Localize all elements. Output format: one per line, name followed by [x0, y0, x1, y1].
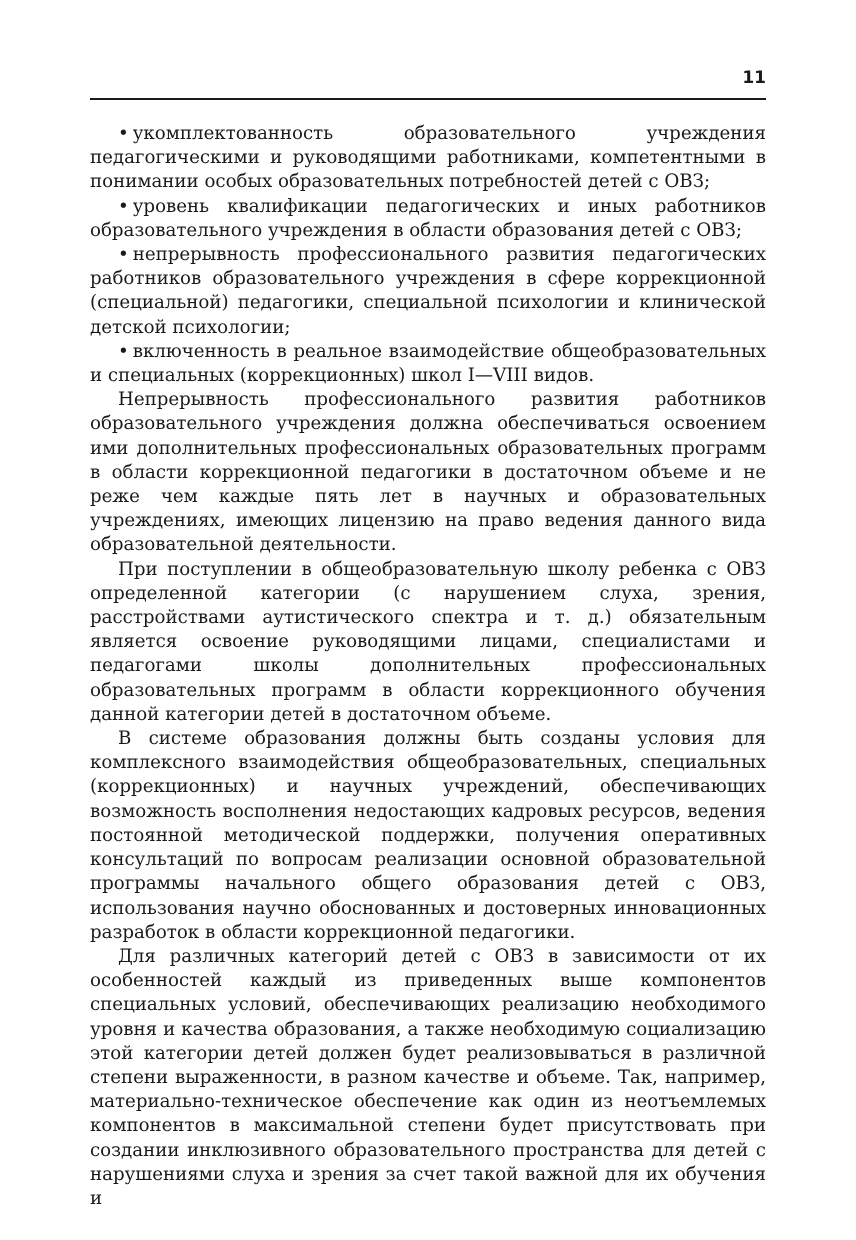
header-rule: [90, 98, 766, 100]
page-body: [90, 122, 766, 1211]
bullet-text: включенность в реальное взаимодействие общеобразовательных и специальных (коррекционных) школ I—VIII видов.: [90, 340, 766, 387]
bullet-text: укомплектованность образовательного учреждения педагогическими и руководящими работниками, компетентными в понимании особых образовательных потребностей детей с ОВЗ;: [90, 123, 766, 193]
bullet-marker: •: [118, 244, 129, 266]
paragraph: Для различных категорий детей с ОВЗ в зависимости от их особенностей каждый из приведенных выше компонентов специальных условий, обеспечивающих реализацию необходимого уровня и качества образования, а также необходимую социализацию этой категории детей должен будет реализовываться в различной степени выраженности, в разном качестве и объеме. Так, например, материально-техническое обеспечение как один из неотъемлемых компонентов в максимальной степени будет присутствовать при создании инклюзивного образовательного пространства для детей с нарушениями слуха и зрения за счет такой важной для их обучения и: [90, 945, 766, 1209]
bullet-marker: •: [118, 340, 129, 362]
paragraph: В системе образования должны быть созданы условия для комплексного взаимодействия общеобразовательных, специальных (коррекционных) и научных учреждений, обеспечивающих возможность восполнения недостающих кадровых ресурсов, ведения постоянной методической поддержки, получения оперативных консультаций по вопросам реализации основной образовательной программы начального общего образования детей с ОВЗ, использования научно обоснованных и достоверных инновационных разработок в области коррекционной педагогики.: [90, 728, 766, 943]
bullet-item: [90, 195, 766, 243]
bullet-item: [90, 340, 766, 388]
bullet-text: непрерывность профессионального развития педагогических работников образовательного учреждения в сфере коррекционной (специальной) педагогики, специальной психологии и клинической детской психологии;: [90, 244, 766, 338]
bullet-marker: •: [118, 123, 129, 144]
bullet-item: [90, 243, 766, 340]
page-number: 11: [742, 68, 766, 88]
bullet-item: [90, 122, 766, 195]
bullet-text: уровень квалификации педагогических и иных работников образовательного учреждения в области образования детей с ОВЗ;: [90, 195, 766, 241]
bullet-marker: •: [118, 195, 129, 217]
paragraph: При поступлении в общеобразовательную школу ребенка с ОВЗ определенной категории (с нарушением слуха, зрения, расстройствами аутистического спектра и т. д.) обязательным является освоение руководящими лицами, специалистами и педагогами школы дополнительных профессиональных образовательных программ в области коррекционного обучения данной категории детей в достаточном объеме.: [90, 558, 766, 725]
paragraph: Непрерывность профессионального развития работников образовательного учреждения должна обеспечиваться освоением ими дополнительных профессиональных образовательных программ в области коррекционной педагогики в достаточном объеме и не реже чем каждые пять лет в научных и образовательных учреждениях, имеющих лицензию на право ведения данного вида образовательной деятельности.: [90, 389, 766, 556]
